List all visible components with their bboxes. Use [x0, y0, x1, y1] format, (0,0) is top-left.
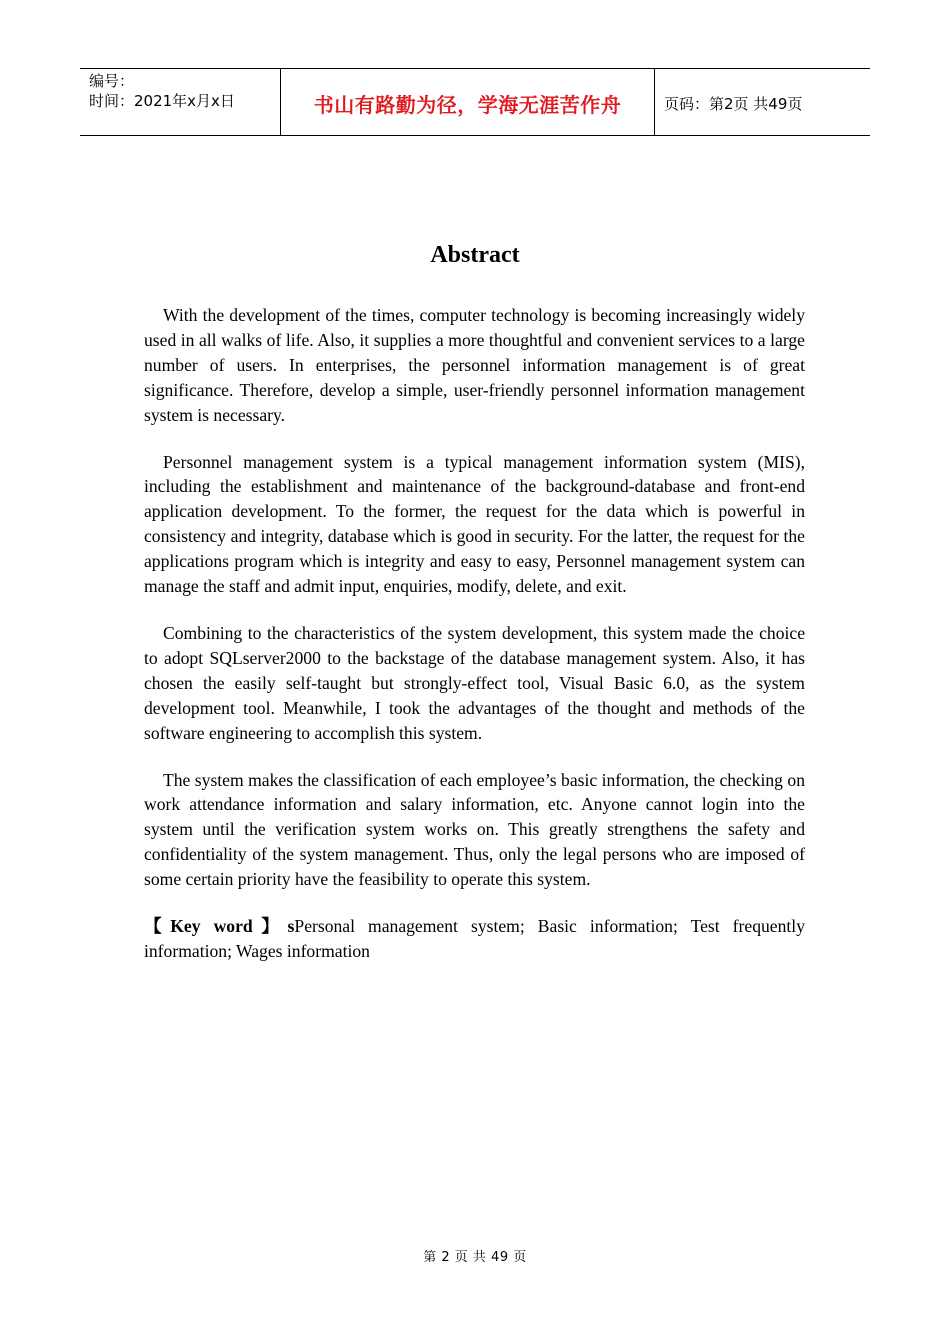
paragraph: Personnel management system is a typical management information system (MIS), including the establishment and maintenance of the background-database and front-end application development. To the former, the request for the data which is powerful in consistency and integrity, database which is good in security. For the latter, the request for the applications program which is integrity and easy to easy, Personnel management system can manage the staff and admit input, enquiries, modify, delete, and exit. — [144, 451, 805, 597]
keywords-text: Personal management system; Basic information; Test frequently information; Wages information — [144, 916, 805, 961]
paragraph: The system makes the classification of each employee’s basic information, the checking on work attendance information and salary information, etc. Anyone cannot login into the system until the verification system works on. This greatly strengthens the safety and confidentiality of the system management. Thus, only the legal persons who are imposed of some certain priority have the feasibility to operate this system. — [144, 769, 805, 890]
header-motto: 书山有路勤为径，学海无涯苦作舟 — [281, 69, 655, 135]
document-body — [144, 303, 805, 986]
header-date-label: 时间：2021年x月x日 — [89, 92, 235, 110]
paragraph: Combining to the characteristics of the system development, this system made the choice to adopt SQLserver2000 to the backstage of the database management system. Also, it has chosen the easily self-taught but strongly-effect tool, Visual Basic 6.0, as the system development tool. Meanwhile, I took the advantages of the thought and methods of the software engineering to accomplish this system. — [144, 622, 805, 743]
keywords-label: 【Key word】s — [144, 916, 295, 937]
keywords-paragraph — [144, 914, 805, 964]
header-page-info: 页码：第2页 共49页 — [664, 94, 803, 113]
page-footer: 第 2 页 共 49 页 — [423, 1250, 527, 1265]
header-number-label: 编号： — [89, 72, 135, 90]
page-header — [80, 68, 870, 136]
document-title: Abstract — [430, 242, 520, 268]
paragraph: With the development of the times, computer technology is becoming increasingly widely used in all walks of life. Also, it supplies a more thoughtful and convenient services to a large number of users. In enterprises, the personnel information management is of great significance. Therefore, develop a simple, user-friendly personnel information management system is necessary. — [144, 305, 805, 425]
header-meta — [80, 69, 281, 135]
